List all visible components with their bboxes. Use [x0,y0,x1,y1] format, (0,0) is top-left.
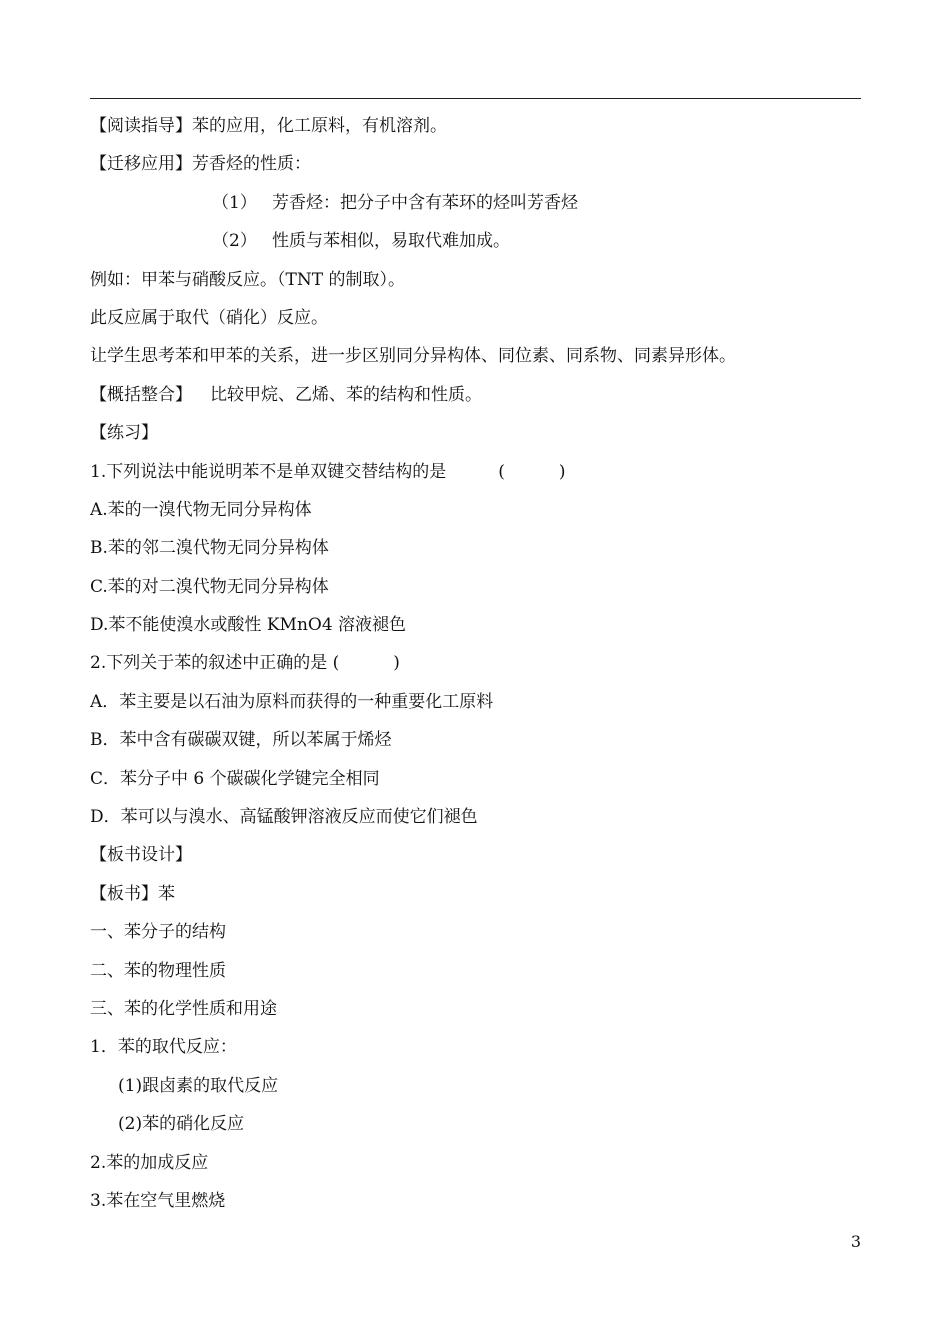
question-1-option-d: D.苯不能使溴水或酸性 KMnO4 溶液褪色 [90,615,407,636]
exercise-heading: 【练习】 [90,423,158,444]
aromatic-property-line [90,222,861,260]
page-number: 3 [850,1232,861,1251]
student-thinking-line: 让学生思考苯和甲苯的关系，进一步区别同分异构体、同位素、同系物、同素异形体。 [90,346,736,367]
outline-item-2: 二、苯的物理性质 [90,960,226,981]
question-2-option-c: C．苯分子中 6 个碳碳化学键完全相同 [90,768,380,789]
aromatic-definition-line [90,184,861,222]
question-1-option-b: B.苯的邻二溴代物无同分异构体 [90,538,329,559]
question-1-text: 1.下列说法中能说明苯不是单双键交替结构的是 [90,461,447,482]
question-1-option-c: C.苯的对二溴代物无同分异构体 [90,576,329,597]
reaction-type-line: 此反应属于取代（硝化）反应。 [90,307,328,328]
question-1-option-a: A.苯的一溴代物无同分异构体 [90,499,312,520]
outline-item-1: 一、苯分子的结构 [90,922,226,943]
question-2-option-b: B．苯中含有碳碳双键，所以苯属于烯烃 [90,730,392,751]
outline-subitem-1: 1．苯的取代反应： [90,1037,237,1058]
reading-guide-line: 【阅读指导】苯的应用，化工原料，有机溶剂。 [90,116,447,136]
header-rule [90,98,861,99]
item-text: 性质与苯相似，易取代难加成。 [272,231,510,252]
outline-item-3: 三、苯的化学性质和用途 [90,998,277,1019]
item-number: （1） [212,192,257,213]
example-line: 例如：甲苯与硝酸反应。（TNT 的制取）。 [90,269,405,290]
question-2-option-a: A．苯主要是以石油为原料而获得的一种重要化工原料 [90,691,494,712]
summary-line [90,376,861,414]
outline-subitem-2: 2.苯的加成反应 [90,1152,209,1173]
summary-heading: 【概括整合】 [90,384,192,405]
board-design-heading: 【板书设计】 [90,845,192,866]
question-1 [90,453,861,491]
item-number: （2） [212,231,257,252]
outline-subitem-3: 3.苯在空气里燃烧 [90,1190,226,1211]
summary-text: 比较甲烷、乙烯、苯的结构和性质。 [210,384,482,405]
board-title: 【板书】苯 [90,883,175,904]
question-2-option-d: D．苯可以与溴水、高锰酸钾溶液反应而使它们褪色 [90,807,478,828]
question-1-blank: ( ) [498,461,566,482]
question-2: 2.下列关于苯的叙述中正确的是 ( ) [90,653,400,674]
item-text: 芳香烃：把分子中含有苯环的烃叫芳香烃 [272,192,578,213]
transfer-application-line: 【迁移应用】芳香烃的性质： [90,154,311,175]
outline-subitem-1-1: (1)跟卤素的取代反应 [118,1075,279,1096]
outline-subitem-1-2: (2)苯的硝化反应 [118,1114,245,1135]
document-body [90,107,861,1220]
